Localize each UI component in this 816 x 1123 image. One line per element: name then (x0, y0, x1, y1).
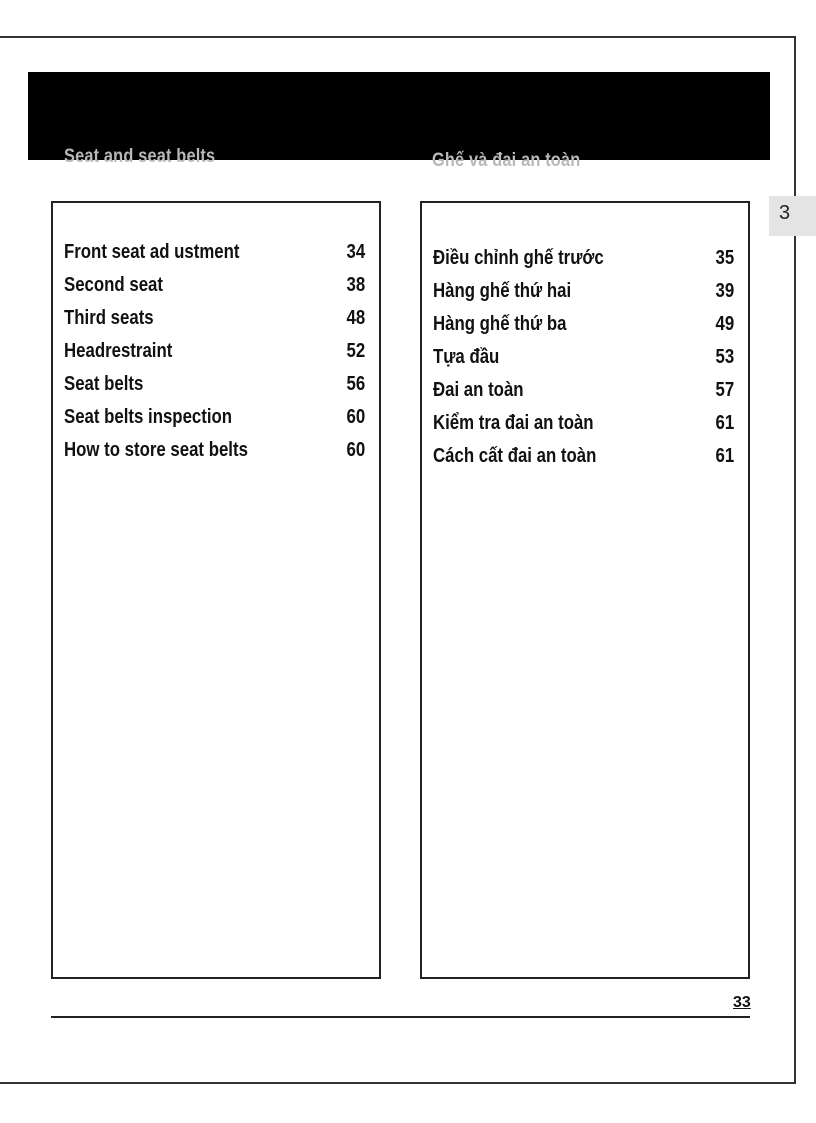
toc-entry-label: Hàng ghế thứ hai (433, 280, 572, 302)
toc-entry-page: 56 (346, 373, 365, 395)
section-title-english: Seat and seat belts (64, 146, 216, 167)
toc-entry-label: Seat belts (64, 373, 144, 395)
page-number: 33 (733, 994, 751, 1011)
toc-entry-page: 53 (715, 346, 734, 368)
toc-list-english (64, 241, 365, 472)
toc-entry-page: 61 (715, 412, 734, 434)
toc-entry-label: Điều chỉnh ghế trước (433, 247, 604, 269)
chapter-number: 3 (779, 202, 791, 224)
toc-entry[interactable] (433, 280, 734, 313)
toc-list-vietnamese (433, 247, 734, 478)
toc-entry-label: Seat belts inspection (64, 406, 233, 428)
toc-entry-page: 39 (715, 280, 734, 302)
toc-entry-label: Cách cất đai an toàn (433, 445, 597, 467)
toc-entry[interactable] (433, 247, 734, 280)
toc-entry[interactable] (64, 340, 365, 373)
toc-box-english (51, 201, 381, 979)
toc-entry-page: 35 (715, 247, 734, 269)
toc-box-vietnamese (420, 201, 750, 979)
toc-entry[interactable] (64, 274, 365, 307)
footer-rule (51, 1016, 750, 1018)
section-title-vietnamese: Ghế và đai an toàn (432, 150, 581, 171)
toc-entry-page: 61 (715, 445, 734, 467)
toc-entry-page: 48 (346, 307, 365, 329)
toc-entry-page: 57 (715, 379, 734, 401)
toc-entry[interactable] (64, 406, 365, 439)
toc-entry[interactable] (64, 307, 365, 340)
toc-entry-page: 34 (346, 241, 365, 263)
toc-entry[interactable] (64, 439, 365, 472)
toc-entry-label: Tựa đầu (433, 346, 500, 368)
toc-entry[interactable] (433, 346, 734, 379)
toc-entry[interactable] (433, 379, 734, 412)
toc-entry-page: 38 (346, 274, 365, 296)
toc-entry[interactable] (433, 412, 734, 445)
toc-entry-label: Kiểm tra đai an toàn (433, 412, 594, 434)
toc-entry-page: 52 (346, 340, 365, 362)
toc-entry[interactable] (64, 241, 365, 274)
toc-entry[interactable] (64, 373, 365, 406)
toc-entry-page: 60 (346, 406, 365, 428)
toc-entry-label: How to store seat belts (64, 439, 248, 461)
chapter-tab[interactable] (769, 196, 816, 236)
toc-entry-label: Second seat (64, 274, 163, 296)
toc-entry-label: Đai an toàn (433, 379, 524, 401)
toc-entry[interactable] (433, 313, 734, 346)
toc-entry-label: Front seat ad ustment (64, 241, 240, 263)
toc-entry-label: Headrestraint (64, 340, 173, 362)
toc-entry-label: Third seats (64, 307, 154, 329)
toc-entry-label: Hàng ghế thứ ba (433, 313, 567, 335)
toc-entry-page: 49 (715, 313, 734, 335)
toc-entry[interactable] (433, 445, 734, 478)
toc-entry-page: 60 (346, 439, 365, 461)
